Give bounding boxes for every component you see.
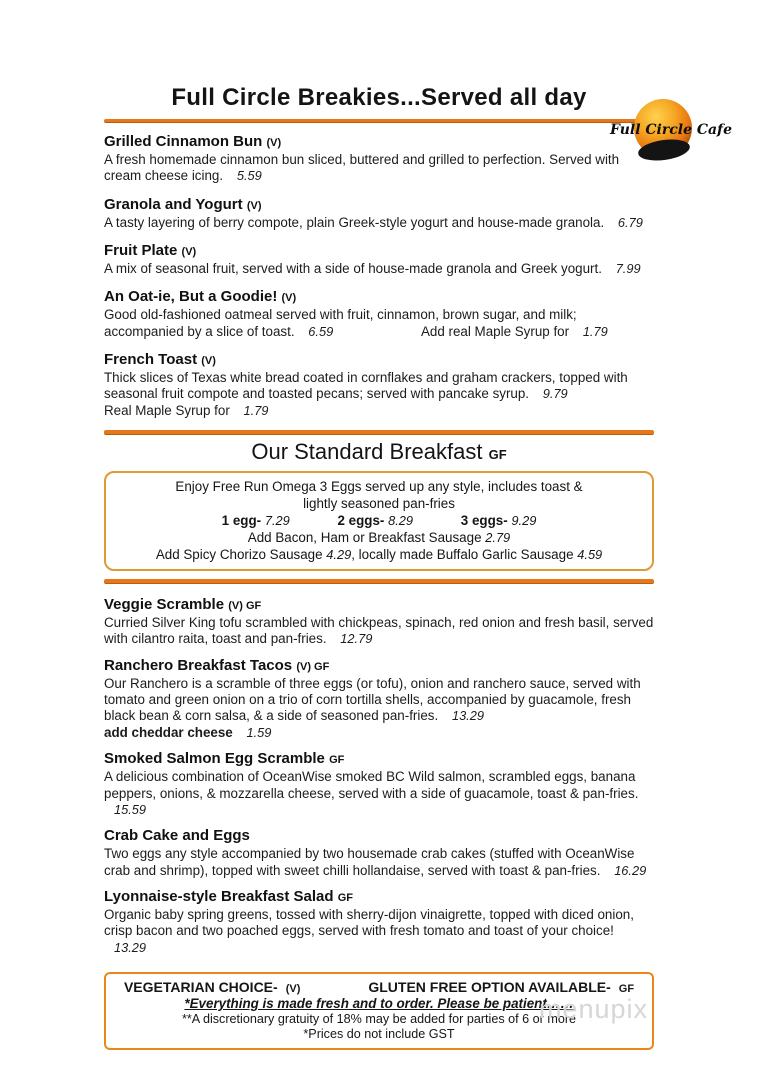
description-text: A fresh homemade cinnamon bun sliced, buttered and grilled to perfection. Served with cream cheese icing.	[104, 152, 620, 184]
item-title	[104, 750, 654, 767]
egg-intro-line2: lightly seasoned pan-fries	[303, 496, 455, 512]
item-addon-line	[104, 403, 654, 419]
item-description	[104, 846, 654, 879]
item-description	[104, 152, 654, 185]
section-title-text: Our Standard Breakfast	[251, 439, 483, 465]
section-divider	[104, 430, 654, 435]
dietary-legend	[114, 979, 644, 995]
egg-price-1	[222, 512, 290, 529]
description-text: Good old-fashioned oatmeal served with fruit, cinnamon, brown sugar, and milk; accompanied by a slice of toast.	[104, 307, 577, 339]
veg-gf-tag: (V) GF	[228, 600, 262, 613]
veg-tag: (V)	[246, 199, 262, 212]
gf-tag: GF	[329, 754, 345, 767]
description-text: Organic baby spring greens, tossed with sherry-dijon vinaigrette, topped with diced onion, crisp bacon and two poached eggs, served with fresh tomato and toast of your choice!	[104, 906, 634, 939]
item-price: 13.29	[114, 939, 147, 955]
item-price: 5.59	[236, 168, 262, 184]
veg-gf-tag: (V) GF	[296, 660, 330, 673]
addon-text: Real Maple Syrup for	[104, 402, 230, 418]
gst-note: *Prices do not include GST	[303, 1026, 455, 1041]
egg-label: 2 eggs-	[337, 513, 385, 529]
standard-breakfast-box	[104, 471, 654, 571]
egg-prices-row	[120, 512, 638, 529]
gf-tag: GF	[618, 982, 635, 995]
egg-addon-line2	[120, 546, 638, 563]
egg-intro-line1: Enjoy Free Run Omega 3 Eggs served up any style, includes toast &	[175, 479, 583, 495]
item-name-text: French Toast	[104, 351, 198, 369]
description-text: A delicious combination of OceanWise smoked BC Wild salmon, scrambled eggs, banana peppers, onions, & mozzarella cheese, served with a side of guacamole, toast & pan-fries.	[104, 769, 639, 801]
item-title	[104, 242, 654, 259]
menu-item-lyonnaise-salad	[104, 888, 654, 956]
egg-price-2	[338, 512, 414, 529]
item-description	[104, 676, 654, 725]
addon-price: 1.79	[243, 402, 269, 418]
item-title	[104, 351, 654, 368]
breakies-section	[104, 133, 654, 419]
item-addon-line	[104, 725, 654, 741]
item-price: 12.79	[340, 631, 373, 647]
menu-item-smoked-salmon-scramble	[104, 750, 654, 818]
menu-item-crab-cake-eggs	[104, 827, 654, 879]
footer-notes-box	[104, 972, 654, 1050]
egg-price-3	[461, 512, 537, 529]
addon-price: 1.59	[246, 724, 272, 740]
item-name-text: Ranchero Breakfast Tacos	[104, 656, 293, 674]
item-description	[104, 615, 654, 648]
gf-tag: GF	[488, 447, 507, 463]
menu-item-french-toast	[104, 351, 654, 419]
gratuity-note: **A discretionary gratuity of 18% may be added for parties of 6 or more	[181, 1011, 577, 1026]
veg-tag: (V)	[281, 292, 297, 305]
mains-section	[104, 596, 654, 956]
item-price: 15.59	[114, 801, 147, 817]
addon-text: add cheddar cheese	[104, 724, 233, 740]
menu-item-veggie-scramble	[104, 596, 654, 648]
veg-tag: (V)	[201, 355, 216, 368]
item-name-text: Grilled Cinnamon Bun	[104, 133, 263, 150]
item-price: 6.79	[617, 214, 643, 230]
menu-page	[104, 84, 654, 1050]
egg-addon-line1	[120, 529, 638, 546]
item-price: 16.29	[614, 862, 647, 878]
logo-text: Full Circle Cafe	[610, 122, 732, 138]
title-divider	[104, 119, 654, 123]
menu-item-granola-yogurt	[104, 196, 654, 231]
addon-text: Add real Maple Syrup for	[420, 323, 570, 339]
gluten-free-label: GLUTEN FREE OPTION AVAILABLE-	[368, 978, 611, 995]
item-name-text: An Oat-ie, But a Goodie!	[104, 288, 278, 306]
description-text: Curried Silver King tofu scrambled with chickpeas, spinach, red onion and fresh basil, served with cilantro raita, toast and pan-fries.	[104, 615, 654, 647]
item-price: 9.79	[542, 386, 568, 402]
item-description	[104, 307, 654, 340]
egg-label: 3 eggs-	[460, 513, 508, 529]
description-text: Thick slices of Texas white bread coated in cornflakes and graham crackers, topped with seasonal fruit compote and toasted pecans; served with pancake syrup.	[104, 370, 628, 402]
addon-text: Add Spicy Chorizo Sausage	[155, 547, 323, 563]
menu-item-cinnamon-bun	[104, 133, 654, 185]
item-title	[104, 133, 654, 150]
cafe-logo	[592, 96, 750, 172]
item-title	[104, 596, 654, 613]
item-name-text: Smoked Salmon Egg Scramble	[104, 750, 325, 768]
item-description	[104, 370, 654, 403]
item-price: 7.99	[615, 261, 641, 277]
addon-price: 4.59	[577, 547, 603, 563]
addon-text: Add Bacon, Ham or Breakfast Sausage	[247, 530, 482, 546]
addon-text: , locally made Buffalo Garlic Sausage	[351, 547, 574, 563]
veg-tag: (V)	[266, 137, 282, 149]
standard-breakfast-title	[104, 439, 654, 465]
item-description	[104, 769, 654, 818]
addon-price: 1.79	[582, 323, 608, 339]
veg-tag: (V)	[285, 982, 301, 995]
egg-label: 1 egg-	[221, 513, 262, 529]
item-price: 6.59	[308, 323, 334, 339]
description-text: Two eggs any style accompanied by two housemade crab cakes (stuffed with OceanWise crab and shrimp), topped with sweet chilli hollandaise, served with toast & pan-fries.	[104, 846, 635, 878]
item-title	[104, 657, 654, 674]
egg-price: 7.29	[264, 513, 290, 529]
item-name-text: Lyonnaise-style Breakfast Salad	[104, 887, 334, 905]
item-name-text: Fruit Plate	[104, 242, 178, 260]
gf-tag: GF	[337, 891, 353, 904]
freshness-note: *Everything is made fresh and to order. Please be patient……	[184, 995, 574, 1011]
item-name-text: Granola and Yogurt	[104, 195, 243, 213]
addon-price: 4.29	[326, 547, 352, 563]
item-description	[104, 261, 654, 277]
vegetarian-label: VEGETARIAN CHOICE-	[123, 978, 278, 995]
item-description	[104, 907, 654, 956]
menu-item-oatie	[104, 288, 654, 340]
item-name-text: Veggie Scramble	[104, 596, 225, 614]
item-description	[104, 215, 654, 231]
veg-tag: (V)	[181, 246, 197, 259]
menupix-watermark: menupix	[538, 993, 648, 1024]
egg-price: 8.29	[388, 513, 414, 529]
description-text: A mix of seasonal fruit, served with a side of house-made granola and Greek yogurt.	[104, 261, 602, 277]
menu-item-fruit-plate	[104, 242, 654, 277]
item-title	[104, 196, 654, 213]
item-price: 13.29	[451, 708, 484, 724]
addon-price: 2.79	[485, 530, 511, 546]
item-title	[104, 288, 654, 305]
item-name-text: Crab Cake and Eggs	[104, 827, 250, 845]
description-text: Our Ranchero is a scramble of three eggs (or tofu), onion and ranchero sauce, served with tomato and green onion on a trio of corn tortilla shells, accompanied by guacamole, fresh black bean & corn salsa, & a side of seasoned pan-fries.	[104, 675, 641, 724]
section-divider	[104, 579, 654, 584]
item-title	[104, 888, 654, 905]
menu-item-ranchero-tacos	[104, 657, 654, 741]
page-title: Full Circle Breakies...Served all day	[171, 84, 587, 111]
item-title	[104, 827, 654, 844]
egg-price: 9.29	[511, 513, 537, 529]
description-text: A tasty layering of berry compote, plain Greek-style yogurt and house-made granola.	[104, 214, 605, 230]
